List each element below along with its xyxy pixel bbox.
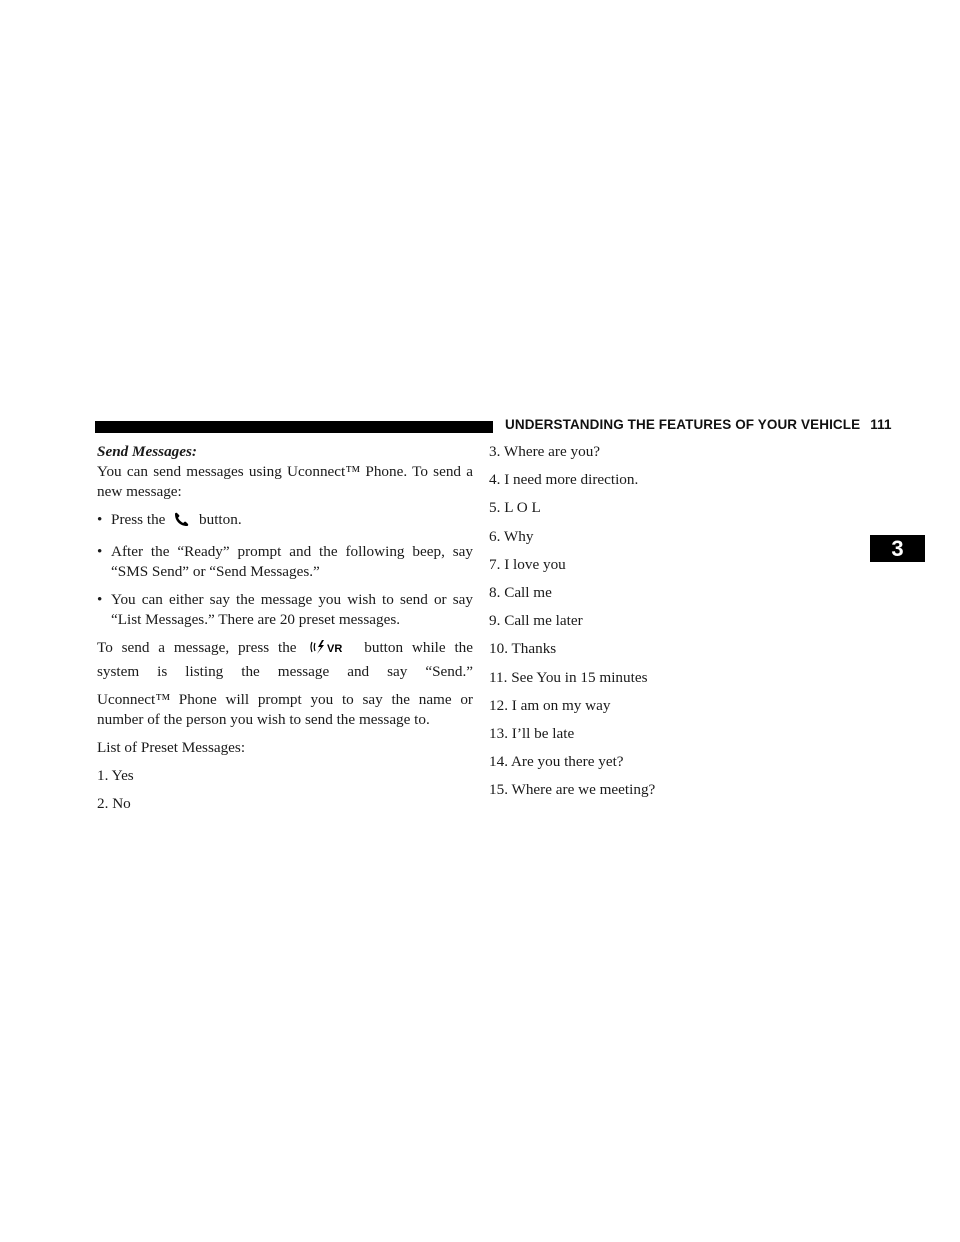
left-column	[97, 442, 473, 822]
phone-icon	[173, 512, 191, 534]
vr-icon-label: VR	[327, 643, 343, 655]
bullet-item	[97, 510, 473, 534]
bullet-text-before: Press the	[111, 511, 166, 528]
list-item: 6. Why	[489, 527, 534, 545]
list-item: 12. I am on my way	[489, 696, 611, 714]
list-item: 3. Where are you?	[489, 443, 601, 460]
list-item: 10. Thanks	[489, 640, 557, 658]
bullet-dot-icon: •	[97, 591, 103, 608]
running-header	[505, 417, 892, 432]
bullet-dot-icon: •	[97, 511, 103, 528]
intro-paragraph: You can send messages using Uconnect™ Phone. To send a new message:	[97, 463, 473, 500]
preset-list-left	[97, 766, 473, 814]
bullet-item	[97, 542, 473, 582]
page-number: 111	[870, 417, 892, 432]
list-item: 11. See You in 15 minutes	[489, 668, 648, 686]
right-column	[489, 442, 789, 808]
bullet-list	[97, 510, 473, 630]
list-item: 2. No	[97, 795, 131, 813]
list-item: 13. I’ll be late	[489, 724, 575, 742]
section-heading: Send Messages:	[97, 443, 197, 460]
prompt-paragraph: Uconnect™ Phone will prompt you to say the name or number of the person you wish to send the message to.	[97, 691, 473, 728]
list-item: 8. Call me	[489, 583, 552, 601]
header-title: UNDERSTANDING THE FEATURES OF YOUR VEHICLE	[505, 417, 861, 432]
list-item: 4. I need more direction.	[489, 471, 639, 489]
list-item: 14. Are you there yet?	[489, 753, 624, 771]
list-item: 7. I love you	[489, 555, 566, 573]
voice-recognition-icon	[309, 638, 351, 662]
list-item: 15. Where are we meeting?	[489, 781, 656, 799]
header-rule	[95, 421, 493, 433]
chapter-tab: 3	[870, 535, 925, 562]
bullet-text: After the “Ready” prompt and the following beep, say “SMS Send” or “Send Messages.”	[111, 543, 473, 580]
bullet-text-after: button.	[199, 511, 242, 528]
preset-list-title: List of Preset Messages:	[97, 739, 246, 756]
bullet-item	[97, 590, 473, 630]
send-text-before: To send a message, press the	[97, 639, 297, 656]
list-item: 9. Call me later	[489, 612, 583, 630]
bullet-text: You can either say the message you wish to send or say “List Messages.” There are 20 preset messages.	[111, 591, 473, 628]
bullet-dot-icon: •	[97, 543, 103, 560]
send-text-after: button while the system is listing the message and say “Send.”	[97, 639, 474, 680]
list-item: 5. L O L	[489, 499, 541, 517]
preset-list-right	[489, 442, 789, 800]
list-item: 1. Yes	[97, 767, 134, 784]
send-paragraph-line1	[97, 638, 473, 682]
